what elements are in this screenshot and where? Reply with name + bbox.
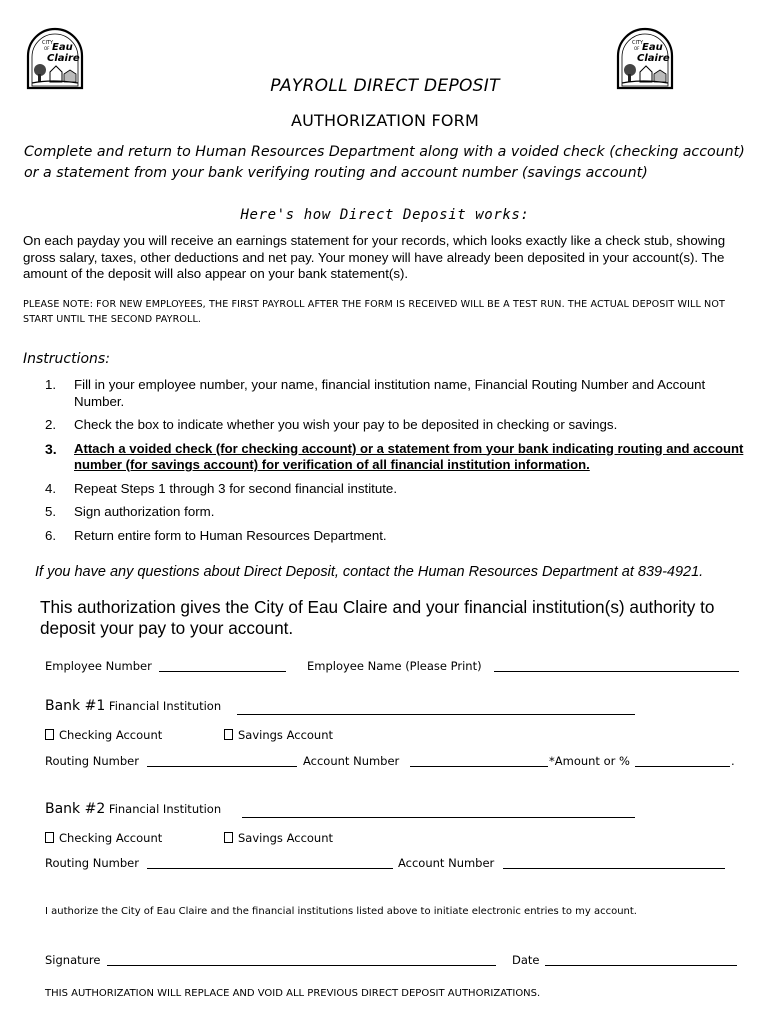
bank1-account-label: Account Number [303,754,400,768]
bank2-savings: Savings Account [224,831,333,845]
list-item: 5. Sign authorization form. [45,504,215,519]
form-title: PAYROLL DIRECT DEPOSIT [270,76,500,96]
bank2-checking: Checking Account [45,831,162,845]
signature-label: Signature [45,953,101,967]
svg-text:CITY: CITY [632,40,644,46]
bank2-routing-label: Routing Number [45,856,139,870]
bank2-checking-checkbox[interactable] [45,832,54,843]
bank2-account-field[interactable] [503,868,725,869]
bank1-label: Bank #1 [45,698,106,714]
bank2-section [45,801,221,817]
bank1-section [45,698,221,714]
intro-text: Complete and return to Human Resources Department along with a voided check (checking account) or a statement from your bank verifying routing and account number (savings account) [24,144,745,181]
svg-text:Claire: Claire [637,53,670,64]
bank2-institution-field[interactable] [242,817,635,818]
svg-text:Claire: Claire [47,53,80,64]
employee-name-label: Employee Name (Please Print) [307,659,482,673]
employee-number-label: Employee Number [45,659,152,673]
authorization-statement: This authorization gives the City of Eau Claire and your financial institution(s) authority to deposit your pay to your account. [40,597,715,638]
bank2-account-label: Account Number [398,856,495,870]
bank1-savings-checkbox[interactable] [224,729,233,740]
list-item: 2. Check the box to indicate whether you wish your pay to be deposited in checking or savings. [45,417,618,432]
logo-text: CITY [42,40,54,46]
svg-text:Eau: Eau [52,42,73,53]
svg-text:OF: OF [634,46,640,51]
instructions-heading: Instructions: [23,351,110,367]
employee-name-field[interactable] [494,671,739,672]
list-item: 4. Repeat Steps 1 through 3 for second financial institute. [45,480,398,496]
bank1-institution-label: Financial Institution [108,699,222,713]
questions-contact: If you have any questions about Direct Deposit, contact the Human Resources Department at 839-4921. [35,564,704,580]
bank1-institution-field[interactable] [237,714,635,715]
instructions-list [23,377,753,551]
signature-field[interactable] [107,965,496,966]
bank1-routing-label: Routing Number [45,754,139,768]
bank1-checking: Checking Account [45,728,162,742]
date-field[interactable] [545,965,737,966]
form-subtitle: AUTHORIZATION FORM [290,111,479,130]
how-it-works-text: On each payday you will receive an earnings statement for your records, which looks exactly like a check stub, showing gross salary, taxes, other deductions and net pay. Your money will have already been deposited in your account(s). The amount of the deposit will also appear on your bank statement(s). [23,233,726,281]
bank1-account-field[interactable] [410,766,548,767]
bank1-routing-field[interactable] [147,766,297,767]
authorize-statement: I authorize the City of Eau Claire and the financial institutions listed above to initiate electronic entries to my account. [45,906,637,917]
bank1-checking-checkbox[interactable] [45,729,54,740]
list-item: 1. Fill in your employee number, your name, financial institution name, Financial Routing Number and Account Number. [45,377,706,409]
bank2-routing-field[interactable] [147,868,393,869]
how-it-works-heading: Here's how Direct Deposit works: [240,207,530,223]
bank1-amount-field[interactable] [635,766,730,767]
replace-notice: THIS AUTHORIZATION WILL REPLACE AND VOID ALL PREVIOUS DIRECT DEPOSIT AUTHORIZATIONS. [45,988,541,999]
svg-text:Eau: Eau [642,42,663,53]
bank2-savings-checkbox[interactable] [224,832,233,843]
svg-text:OF: OF [44,46,50,51]
bank2-institution-label: Financial Institution [108,802,222,816]
list-item: 6. Return entire form to Human Resources Department. [45,527,387,543]
bank2-label: Bank #2 [45,801,106,817]
date-label: Date [512,953,540,967]
list-item: 3. Attach a voided check (for checking account) or a statement from your bank indicating routing and account number (for savings account) for verification of all financial institution information. [45,440,744,472]
bank1-savings: Savings Account [224,728,333,742]
please-note: PLEASE NOTE: FOR NEW EMPLOYEES, THE FIRST PAYROLL AFTER THE FORM IS RECEIVED WILL BE A TEST RUN. THE ACTUAL DEPOSIT WILL NOT START UNTIL THE SECOND PAYROLL. [23,299,725,325]
bank1-period: . [731,754,735,768]
employee-number-field[interactable] [159,671,286,672]
bank1-amount-label: *Amount or % [549,754,630,768]
